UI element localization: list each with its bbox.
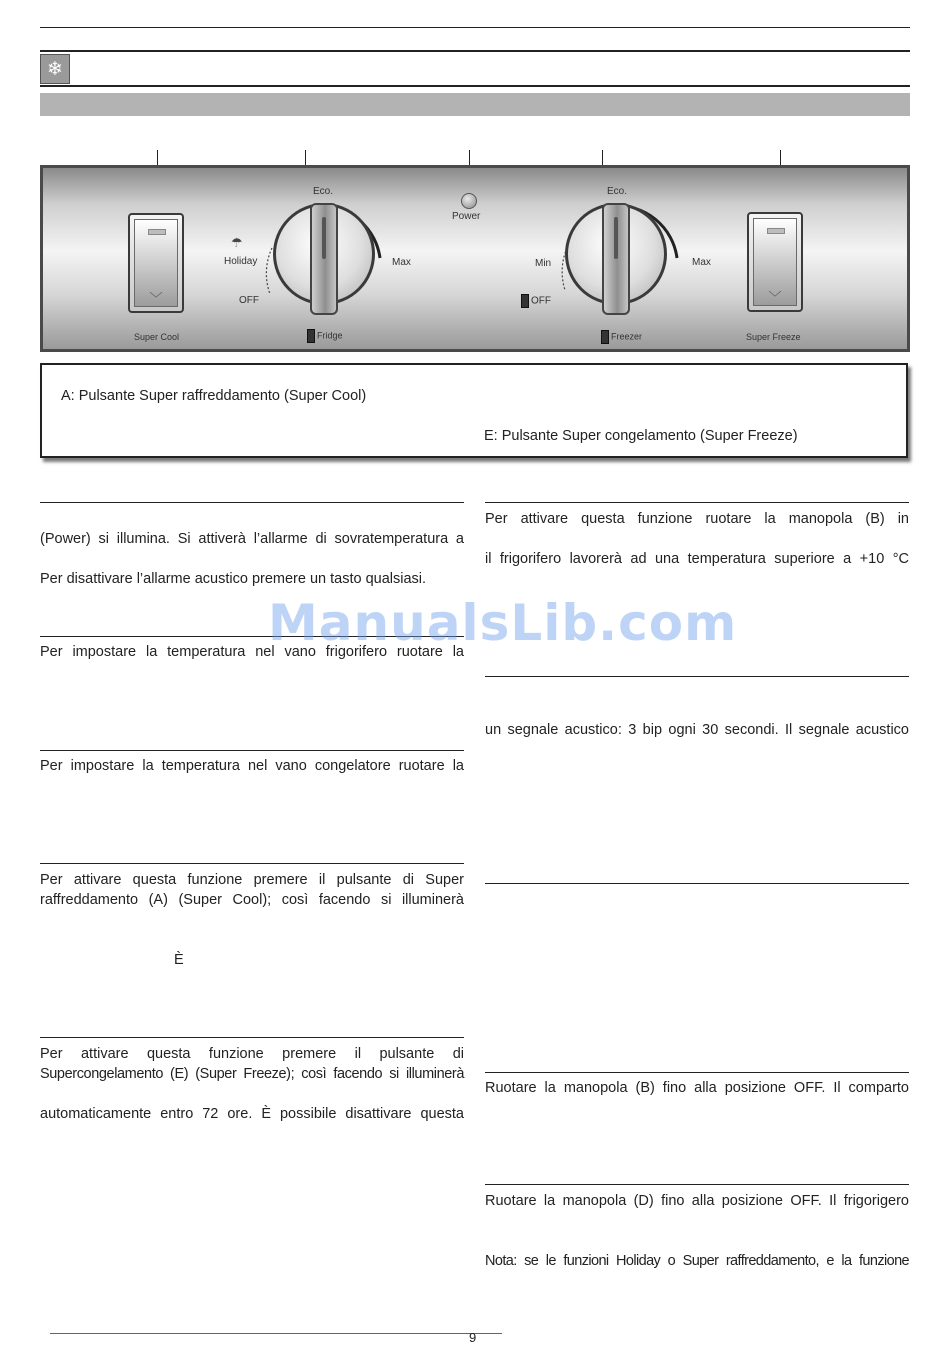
freezer-off-label: OFF <box>521 294 551 308</box>
right-section-rule-1 <box>485 502 909 503</box>
freezer-eco-label: Eco. <box>607 186 628 197</box>
super-freeze-label: Super Freeze <box>746 332 801 342</box>
left-section-rule-4 <box>40 863 464 864</box>
left-s5-line1: Per attivare questa funzione premere il pulsante di <box>40 1046 464 1062</box>
freezer-icon <box>601 330 609 344</box>
fridge-max-label: Max <box>392 257 411 268</box>
right-s2-line1: un segnale acustico: 3 bip ogni 30 secondi. Il segnale acustico <box>485 722 909 738</box>
freezer-max-label: Max <box>692 257 711 268</box>
left-s5-line2: Supercongelamento (E) (Super Freeze); così facendo si illuminerà <box>40 1066 464 1082</box>
chevron-down-icon: ﹀ <box>768 291 782 306</box>
left-s3-line1: Per impostare la temperatura nel vano congelatore ruotare la <box>40 758 464 774</box>
fridge-knob[interactable] <box>273 203 375 305</box>
left-s4-line3: È <box>174 952 184 968</box>
power-led <box>461 193 477 209</box>
freezer-label: Freezer <box>601 330 642 344</box>
freezer-knob[interactable] <box>565 203 667 305</box>
freezer-min-label: Min <box>535 258 552 269</box>
fridge-holiday-label: Holiday <box>224 256 258 267</box>
fridge-label: Fridge <box>307 329 343 343</box>
footer-rule <box>50 1333 502 1334</box>
legend-item-a: A: Pulsante Super raffreddamento (Super Cool) <box>61 388 367 404</box>
header-rule-bottom <box>40 85 910 87</box>
left-s1-line2: Per disattivare l’allarme acustico premere un tasto qualsiasi. <box>40 571 427 587</box>
top-rule <box>40 27 910 28</box>
right-section-rule-5 <box>485 1184 909 1185</box>
right-section-rule-3 <box>485 883 909 884</box>
legend-box <box>40 363 908 458</box>
right-s1-line1: Per attivare questa funzione ruotare la manopola (B) in <box>485 511 909 527</box>
super-freeze-button[interactable] <box>747 212 803 312</box>
power-label: Power <box>452 211 481 222</box>
right-section-rule-2 <box>485 676 909 677</box>
left-s2-line1: Per impostare la temperatura nel vano frigorifero ruotare la <box>40 644 464 660</box>
right-section-rule-4 <box>485 1072 909 1073</box>
fridge-off-label: OFF <box>239 295 259 306</box>
left-s4-line2: raffreddamento (A) (Super Cool); così facendo si illuminerà <box>40 892 464 908</box>
left-s1-line1: (Power) si illumina. Si attiverà l’allarme di sovratemperatura a <box>40 531 464 547</box>
left-section-rule-5 <box>40 1037 464 1038</box>
right-s3-line1: Ruotare la manopola (B) fino alla posizione OFF. Il comparto <box>485 1080 909 1096</box>
umbrella-icon: ☂ <box>231 236 243 251</box>
snowflake-icon: ❄ <box>40 54 70 84</box>
off-switch-icon <box>521 294 529 308</box>
header-rule-top <box>40 50 910 52</box>
left-section-rule-3 <box>40 750 464 751</box>
fridge-eco-label: Eco. <box>313 186 334 197</box>
left-section-rule-1 <box>40 502 464 503</box>
right-s4-line1: Ruotare la manopola (D) fino alla posizione OFF. Il frigorigero <box>485 1193 909 1209</box>
super-freeze-led <box>767 228 785 234</box>
left-s4-line1: Per attivare questa funzione premere il pulsante di Super <box>40 872 464 888</box>
fridge-icon <box>307 329 315 343</box>
right-s4-line2: Nota: se le funzioni Holiday o Super raffreddamento, e la funzione <box>485 1253 909 1269</box>
chevron-down-icon: ﹀ <box>149 292 163 307</box>
super-cool-led <box>148 229 166 235</box>
section-title-band <box>40 93 910 116</box>
page-number: 9 <box>469 1330 477 1345</box>
right-s1-line2: il frigorifero lavorerà ad una temperatura superiore a +10 °C <box>485 551 909 567</box>
left-s5-line3: automaticamente entro 72 ore. È possibile disattivare questa <box>40 1106 464 1122</box>
watermark: ManualsLib.com <box>268 594 738 652</box>
legend-item-e: E: Pulsante Super congelamento (Super Freeze) <box>484 428 798 444</box>
super-cool-label: Super Cool <box>134 332 180 342</box>
super-cool-button[interactable] <box>128 213 184 313</box>
